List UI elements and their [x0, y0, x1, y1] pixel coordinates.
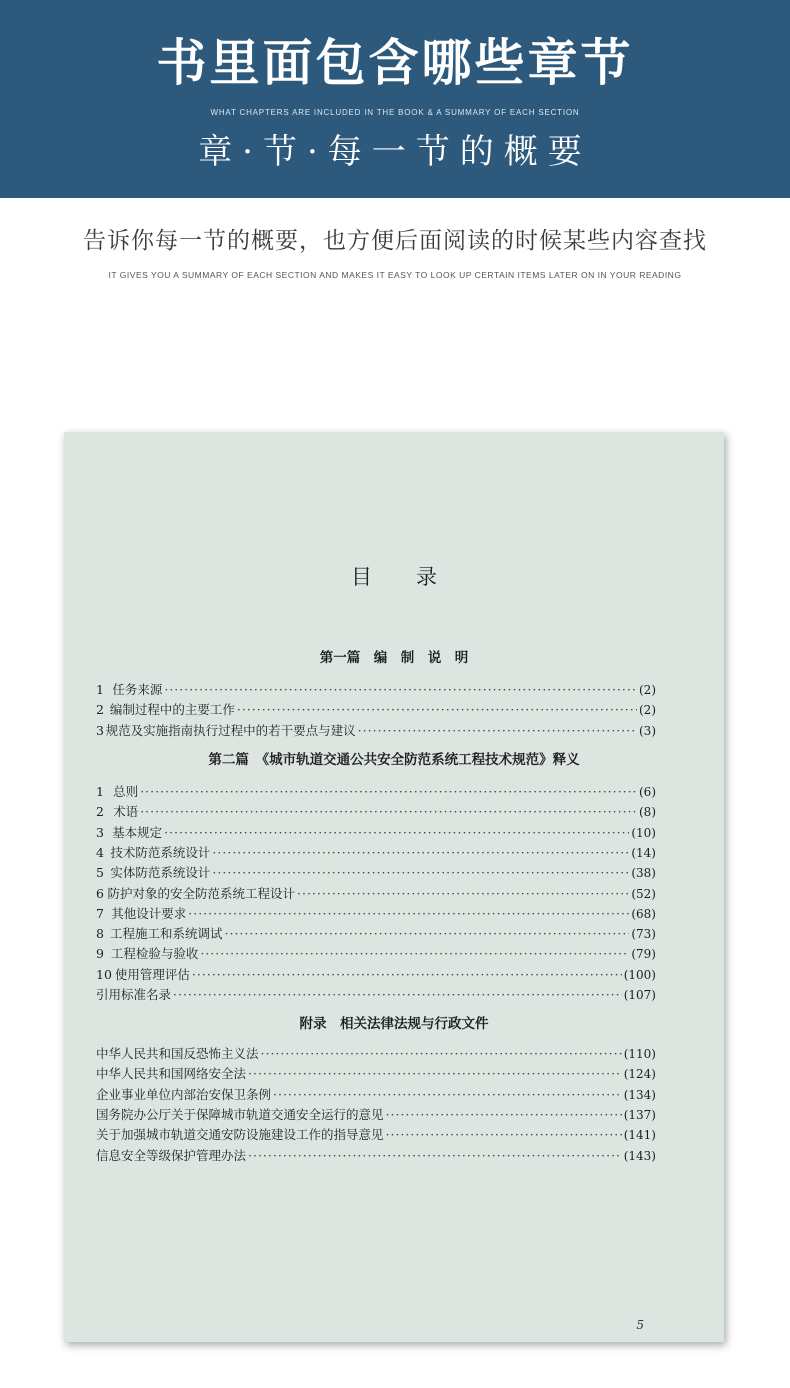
- toc-entry-page: (14): [631, 845, 656, 860]
- toc-entry-label: 技术防范系统设计: [110, 844, 211, 860]
- toc-entry: [96, 884, 656, 904]
- toc-entry: [96, 782, 656, 802]
- toc-entry-page: (68): [631, 906, 656, 921]
- toc-leader-dots: [164, 823, 629, 843]
- banner-title: 书里面包含哪些章节: [156, 33, 634, 92]
- toc-entry: [96, 985, 656, 1005]
- page-number: 5: [636, 1318, 644, 1332]
- toc-leader-dots: [386, 1125, 622, 1145]
- toc-entry-label: 关于加强城市轨道交通安防设施建设工作的指导意见: [96, 1127, 384, 1143]
- toc-entry-page: (141): [623, 1128, 656, 1143]
- toc-entry-label: 编制过程中的主要工作: [109, 702, 235, 718]
- toc-entry-label: 引用标准名录: [96, 987, 172, 1002]
- toc-entry-label: 任务来源: [112, 682, 163, 697]
- toc-entry: [96, 1105, 656, 1125]
- toc-leader-dots: [297, 884, 629, 904]
- section-heading: 第二篇 《城市轨道交通公共安全防范系统工程技术规范》释义: [208, 752, 580, 768]
- toc-leader-dots: [212, 863, 629, 883]
- section-heading: 第一篇 编 制 说 明: [319, 650, 469, 666]
- toc-entry-number: 1: [96, 784, 104, 799]
- toc-entry: [96, 1125, 656, 1145]
- toc-entry-label: 中华人民共和国网络安全法: [96, 1066, 247, 1082]
- intro-text-cn: 告诉你每一节的概要，也方便后面阅读的时候某些内容查找: [83, 228, 707, 254]
- toc-entry-number: 10: [96, 966, 112, 982]
- toc-entry-page: (10): [631, 825, 656, 840]
- toc-entry-label: 术语: [113, 804, 139, 820]
- toc-entry: [96, 700, 656, 720]
- toc-entry-number: 7: [96, 905, 104, 921]
- toc-entry-label: 基本规定: [112, 824, 163, 840]
- toc-entry-page: (38): [631, 866, 656, 881]
- toc-entry-label: 信息安全等级保护管理办法: [96, 1147, 247, 1163]
- toc-entry: [96, 680, 656, 700]
- toc-entry-label: 规范及实施指南执行过程中的若干要点与建议: [105, 722, 356, 738]
- toc-entry-page: (143): [623, 1148, 656, 1163]
- toc-entry-label: 中华人民共和国反恐怖主义法: [96, 1046, 259, 1061]
- toc-entry-number: 5: [96, 865, 104, 881]
- toc-entry: [96, 924, 656, 944]
- book-page-photo: [64, 432, 724, 1342]
- toc-entry: [96, 944, 656, 964]
- toc-leader-dots: [225, 924, 630, 944]
- toc-entry-number: 9: [96, 946, 104, 962]
- toc-entry-page: (137): [623, 1107, 656, 1122]
- toc-entry-number: 3: [96, 722, 104, 738]
- toc-entry: [96, 802, 656, 822]
- toc-entry: [96, 904, 656, 924]
- toc-entry-page: (52): [631, 886, 656, 901]
- toc-leader-dots: [386, 1105, 622, 1125]
- toc-entry-label: 实体防范系统设计: [110, 865, 211, 881]
- toc-entry: [96, 843, 656, 863]
- toc-leader-dots: [261, 1044, 622, 1064]
- toc-leader-dots: [273, 1085, 622, 1105]
- toc-leader-dots: [140, 802, 637, 822]
- toc-entry-label: 工程施工和系统调试: [109, 926, 223, 942]
- toc-entry-number: 6: [96, 885, 104, 901]
- toc-entry-number: 4: [96, 844, 104, 860]
- toc-entry-label: 其他设计要求: [111, 905, 187, 921]
- toc-entry: [96, 1064, 656, 1084]
- toc-entry-page: (2): [639, 703, 656, 718]
- toc-leader-dots: [248, 1146, 622, 1166]
- toc-leader-dots: [164, 680, 637, 700]
- toc-leader-dots: [192, 965, 622, 985]
- toc-leader-dots: [237, 700, 637, 720]
- toc-entry-label: 工程检验与验收: [110, 946, 199, 962]
- toc-entry: [96, 863, 656, 883]
- toc-entry-page: (110): [623, 1047, 656, 1061]
- toc-entry-label: 防护对象的安全防范系统工程设计: [107, 885, 295, 901]
- intro-text-en: IT GIVES YOU A SUMMARY OF EACH SECTION AND MAKES IT EASY TO LOOK UP CERTAIN ITEMS LATER ON IN YOUR READING: [108, 270, 682, 280]
- toc-entry-page: (8): [639, 805, 656, 820]
- toc-entry-page: (73): [631, 927, 656, 942]
- toc-leader-dots: [140, 782, 637, 802]
- toc-entry-page: (3): [639, 723, 656, 738]
- toc-entry-page: (100): [623, 967, 656, 982]
- toc-entry-label: 总则: [113, 784, 139, 799]
- toc-entry-number: 2: [96, 804, 104, 820]
- toc-entry-number: 2: [96, 702, 104, 718]
- section-heading: 附录 相关法律法规与行政文件: [299, 1016, 489, 1032]
- toc-leader-dots: [248, 1064, 622, 1084]
- toc-leader-dots: [173, 985, 622, 1005]
- toc-entry-page: (124): [623, 1067, 656, 1082]
- toc-entry-label: 企业事业单位内部治安保卫条例: [96, 1086, 272, 1102]
- toc-title: 目录: [351, 565, 481, 589]
- toc-entry-label: 国务院办公厅关于保障城市轨道交通安全运行的意见: [96, 1106, 384, 1122]
- toc-leader-dots: [200, 944, 629, 964]
- toc-entry-number: 3: [96, 824, 104, 840]
- toc-entry-label: 使用管理评估: [114, 966, 190, 982]
- toc-entry-page: (107): [623, 988, 656, 1002]
- banner-subtitle-cn: 章·节·每一节的概要: [198, 132, 592, 172]
- toc-entry: [96, 1146, 656, 1166]
- toc-entry: [96, 721, 656, 741]
- toc-entry-number: 1: [96, 682, 104, 697]
- banner-subtitle-en: WHAT CHAPTERS ARE INCLUDED IN THE BOOK & A SUMMARY OF EACH SECTION: [210, 108, 580, 117]
- toc-entry-page: (134): [623, 1087, 656, 1102]
- toc-entry: [96, 965, 656, 985]
- toc-entry-page: (2): [639, 683, 656, 697]
- toc-leader-dots: [188, 904, 629, 924]
- toc-leader-dots: [358, 721, 637, 741]
- toc-entry: [96, 1085, 656, 1105]
- toc-entry-page: (79): [631, 947, 656, 962]
- header-banner: [0, 0, 790, 198]
- toc-entry-number: 8: [96, 926, 104, 942]
- toc-leader-dots: [212, 843, 629, 863]
- toc-entry-page: (6): [639, 785, 656, 799]
- toc-entry: [96, 823, 656, 843]
- toc-entry: [96, 1044, 656, 1064]
